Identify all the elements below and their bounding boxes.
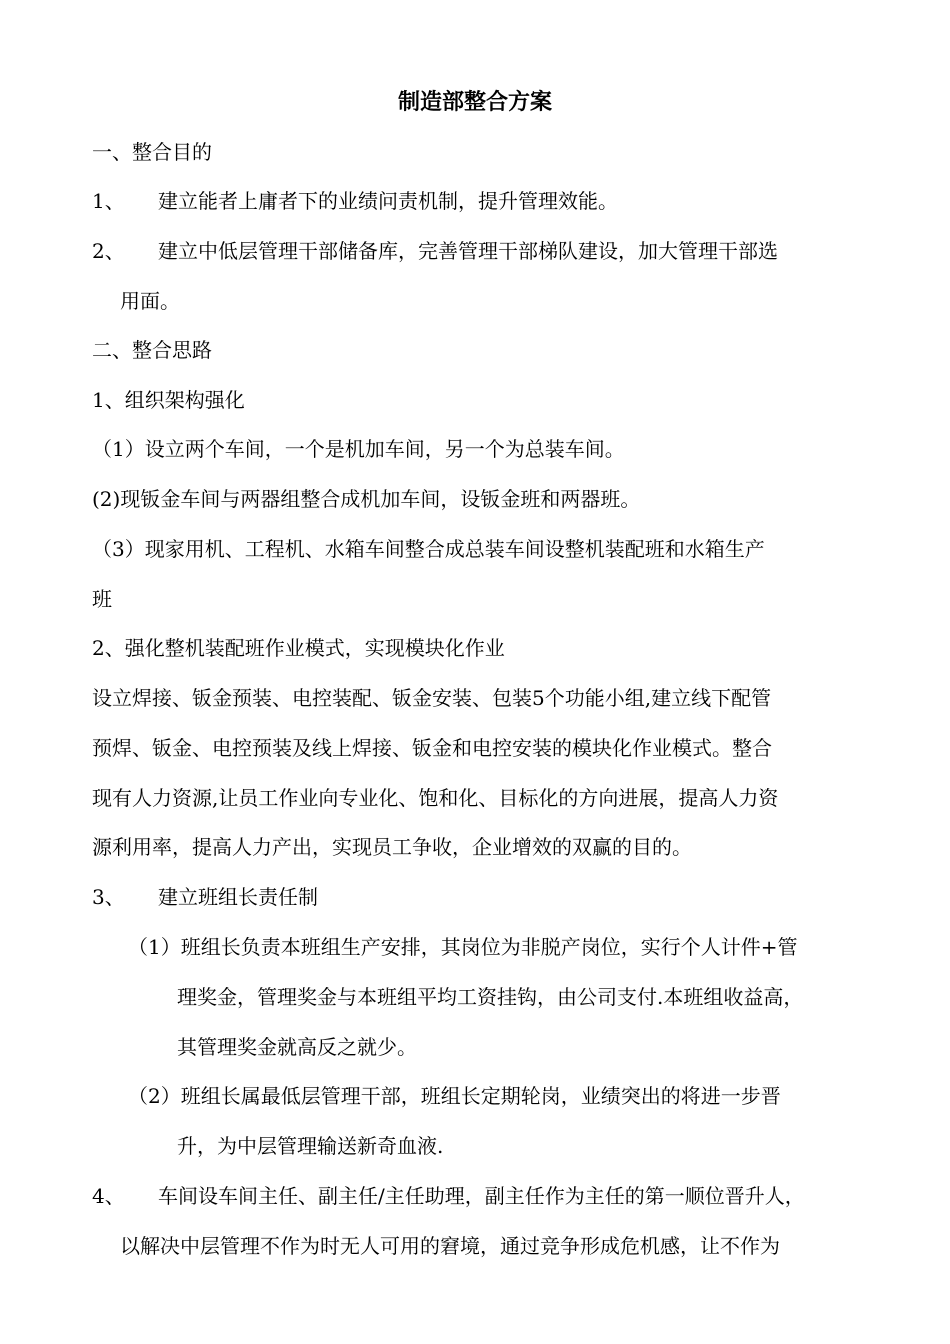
subsection3-paragraph1-line3: 其管理奖金就高反之就少。 <box>177 1035 417 1059</box>
section1-item2-number: 2、 <box>92 239 125 263</box>
subsection1-heading: 1、组织架构强化 <box>92 388 245 412</box>
document-title: 制造部整合方案 <box>397 89 552 115</box>
subsection1-paragraph3-line1: （3）现家用机、工程机、水箱车间整合成总装车间设整机装配班和水箱生产 <box>92 537 765 561</box>
subsection4-number: 4、 <box>92 1184 125 1208</box>
section1-item2-text-line2: 用面。 <box>120 289 180 313</box>
section1-item2-text-line1: 建立中低层管理干部储备库，完善管理干部梯队建设，加大管理干部选 <box>158 239 778 263</box>
section1-item2 <box>92 239 778 263</box>
subsection4-text-line2: 以解决中层管理不作为时无人可用的窘境，通过竞争形成危机感，让不作为 <box>120 1234 780 1258</box>
section1-item1-text: 建立能者上庸者下的业绩问责机制，提升管理效能。 <box>158 189 618 213</box>
section1-item1-number: 1、 <box>92 189 125 213</box>
subsection4-line1 <box>92 1184 805 1208</box>
subsection3-number: 3、 <box>92 885 125 909</box>
subsection3-paragraph2-line2: 升，为中层管理输送新奇血液. <box>177 1134 444 1158</box>
subsection1-paragraph2: (2)现钣金车间与两器组整合成机加车间，设钣金班和两器班。 <box>92 487 641 511</box>
subsection3-title: 建立班组长责任制 <box>158 885 318 909</box>
subsection2-body-line2: 预焊、钣金、电控预装及线上焊接、钣金和电控安装的模块化作业模式。整合 <box>92 736 772 760</box>
subsection1-paragraph1: （1）设立两个车间，一个是机加车间，另一个为总装车间。 <box>92 437 625 461</box>
subsection4-text-line1: 车间设车间主任、副主任/主任助理，副主任作为主任的第一顺位晋升人， <box>158 1184 805 1208</box>
section1-heading: 一、整合目的 <box>92 140 212 164</box>
subsection3-heading <box>92 885 318 909</box>
subsection2-heading: 2、强化整机装配班作业模式，实现模块化作业 <box>92 636 505 660</box>
subsection1-paragraph3-line2: 班 <box>92 587 112 611</box>
subsection3-paragraph1-line1: （1）班组长负责本班组生产安排，其岗位为非脱产岗位，实行个人计件+管 <box>128 935 798 959</box>
subsection2-body-line1: 设立焊接、钣金预装、电控装配、钣金安装、包装5个功能小组,建立线下配管 <box>92 686 772 710</box>
section2-heading: 二、整合思路 <box>92 338 212 362</box>
subsection3-paragraph1-line2: 理奖金，管理奖金与本班组平均工资挂钩，由公司支付.本班组收益高， <box>177 985 804 1009</box>
subsection2-body-line4: 源利用率，提高人力产出，实现员工争收，企业增效的双赢的目的。 <box>92 835 692 859</box>
section1-item1 <box>92 189 618 213</box>
subsection2-body-line3: 现有人力资源,让员工作业向专业化、饱和化、目标化的方向进展，提高人力资 <box>92 786 779 810</box>
subsection3-paragraph2-line1: （2）班组长属最低层管理干部，班组长定期轮岗，业绩突出的将进一步晋 <box>128 1084 781 1108</box>
